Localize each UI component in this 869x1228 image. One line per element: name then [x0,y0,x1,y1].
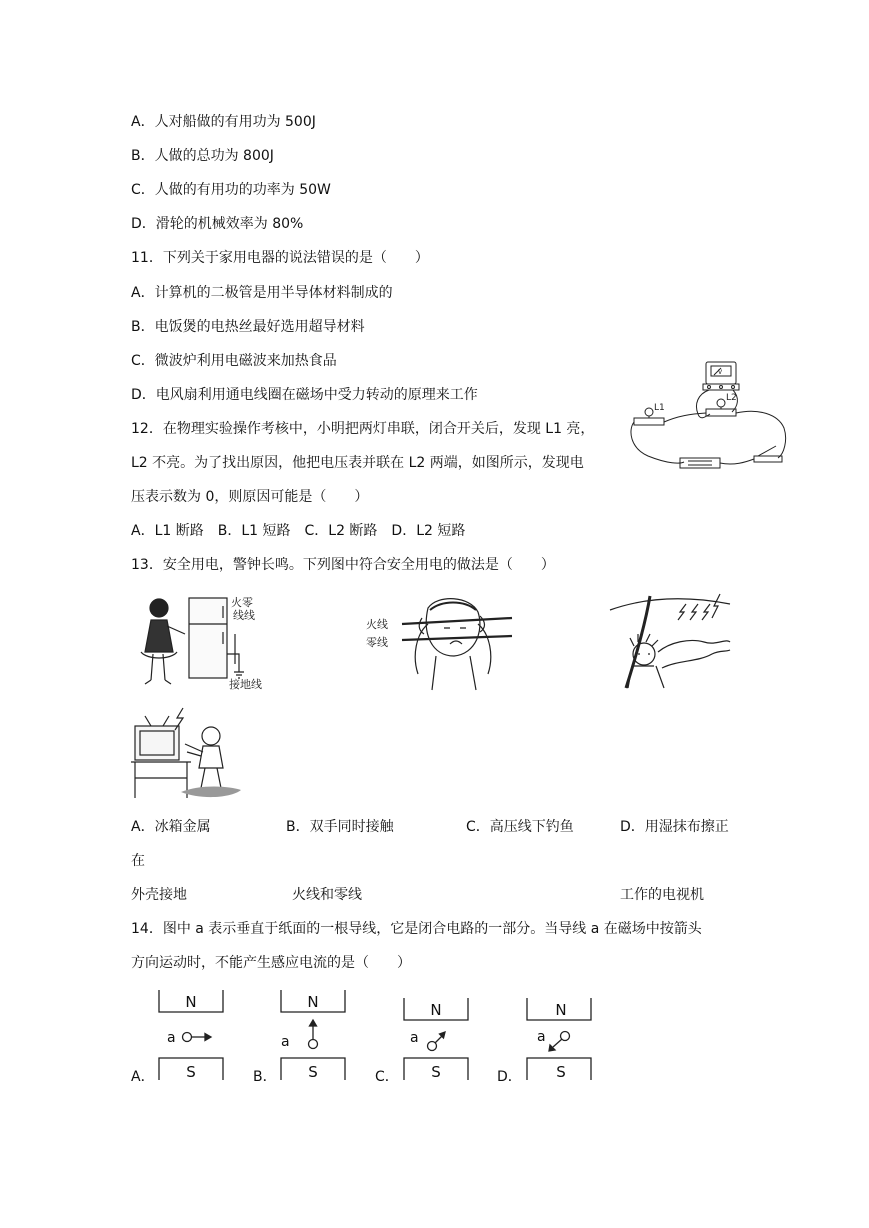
q11-option-b: B．电饭煲的电热丝最好选用超导材料 [131,319,365,335]
q12-options: A．L1 断路 B．L1 短路 C．L2 断路 D．L2 短路 [131,523,466,539]
q13-option-c: C．高压线下钓鱼 [466,819,574,835]
spark-icon [678,604,710,620]
q14-option-c-label: C． [375,1069,399,1085]
q14-stem-line1: 14．图中 a 表示垂直于纸面的一根导线，它是闭合电路的一部分。当导线 a 在磁场中按箭头 [131,921,702,937]
pole-n-label: N [185,993,197,1011]
q13-fig2-live-label: 火线 [366,618,388,631]
q13-fig1-label-top2: 线线 [233,609,255,622]
q13-option-a-line2: 外壳接地 [131,887,187,903]
switch-icon [754,456,782,462]
pole-s-label: S [186,1063,196,1081]
lightning-icon [712,594,720,618]
q12-circuit-figure [628,358,790,476]
live-wire-line [402,618,512,624]
pole-n-label: N [555,1001,567,1019]
wire-a-icon [309,1040,318,1049]
wire-a-label: a [410,1030,419,1046]
q13-fig1-label-ground: 接地线 [229,678,262,691]
wire-a-icon [183,1033,192,1042]
q13-figure-tv [131,704,243,800]
wire-a-label: a [537,1029,546,1045]
pole-s-label: S [308,1063,318,1081]
pole-n-label: N [430,1001,442,1019]
pole-s-label: S [556,1063,566,1081]
q13-option-d-wrap: 在 [131,853,145,869]
q12-stem-line1: 12．在物理实验操作考核中，小明把两灯串联，闭合开关后，发现 L1 亮， [131,421,595,437]
q14-figure-c [400,990,476,1082]
q11-option-d: D．电风扇利用通电线圈在磁场中受力转动的原理来工作 [131,387,478,403]
q10-option-a: A．人对船做的有用功为 500J [131,114,316,130]
lamp-l1-icon [634,418,664,425]
q14-option-a-label: A． [131,1069,155,1085]
q14-stem-line2: 方向运动时，不能产生感应电流的是（ ） [131,955,411,971]
q12-stem-line2: L2 不亮。为了找出原因，他把电压表并联在 L2 两端，如图所示，发现电 [131,455,584,471]
q12-stem-line3: 压表示数为 0，则原因可能是（ ） [131,489,369,505]
q14-option-d-label: D． [497,1069,522,1085]
q13-stem: 13．安全用电，警钟长鸣。下列图中符合安全用电的做法是（ ） [131,557,555,573]
q13-figure-fishing [608,590,732,692]
q13-option-a-line1: A．冰箱金属 [131,819,211,835]
q13-figure-wires [366,594,516,692]
q12-label-l2: L2 [726,393,737,403]
q10-option-d: D．滑轮的机械效率为 80% [131,216,304,232]
q10-option-c: C．人做的有用功的功率为 50W [131,182,331,198]
q11-option-a: A．计算机的二极管是用半导体材料制成的 [131,285,393,301]
wire-a-label: a [281,1034,290,1050]
wire-a-label: a [167,1030,176,1046]
power-line [610,599,730,610]
pole-n-label: N [307,993,319,1011]
q14-figure-a [155,990,231,1082]
battery-icon [680,458,720,468]
arrow-right-icon [205,1034,211,1041]
q13-fig1-label-top1: 火零 [231,596,253,609]
q14-figure-b [277,990,353,1082]
arrow-up-icon [310,1020,317,1026]
q12-label-voltmeter: V [718,369,723,376]
q13-option-b-line2: 火线和零线 [292,887,362,903]
q12-label-l1: L1 [654,403,665,413]
q14-option-b-label: B． [253,1069,277,1085]
q13-option-b-line1: B．双手同时接触 [286,819,394,835]
q14-figure-d [523,990,599,1082]
q13-option-d-line2: 工作的电视机 [620,887,704,903]
lamp-l2-icon [706,409,736,416]
q13-figure-fridge [131,594,271,692]
pole-s-label: S [431,1063,441,1081]
q11-option-c: C．微波炉利用电磁波来加热食品 [131,353,337,369]
q13-option-d-line1: D．用湿抹布擦正 [620,819,729,835]
q10-option-b: B．人做的总功为 800J [131,148,274,164]
q13-fig2-neutral-label: 零线 [366,636,388,649]
q11-stem: 11．下列关于家用电器的说法错误的是（ ） [131,250,429,266]
